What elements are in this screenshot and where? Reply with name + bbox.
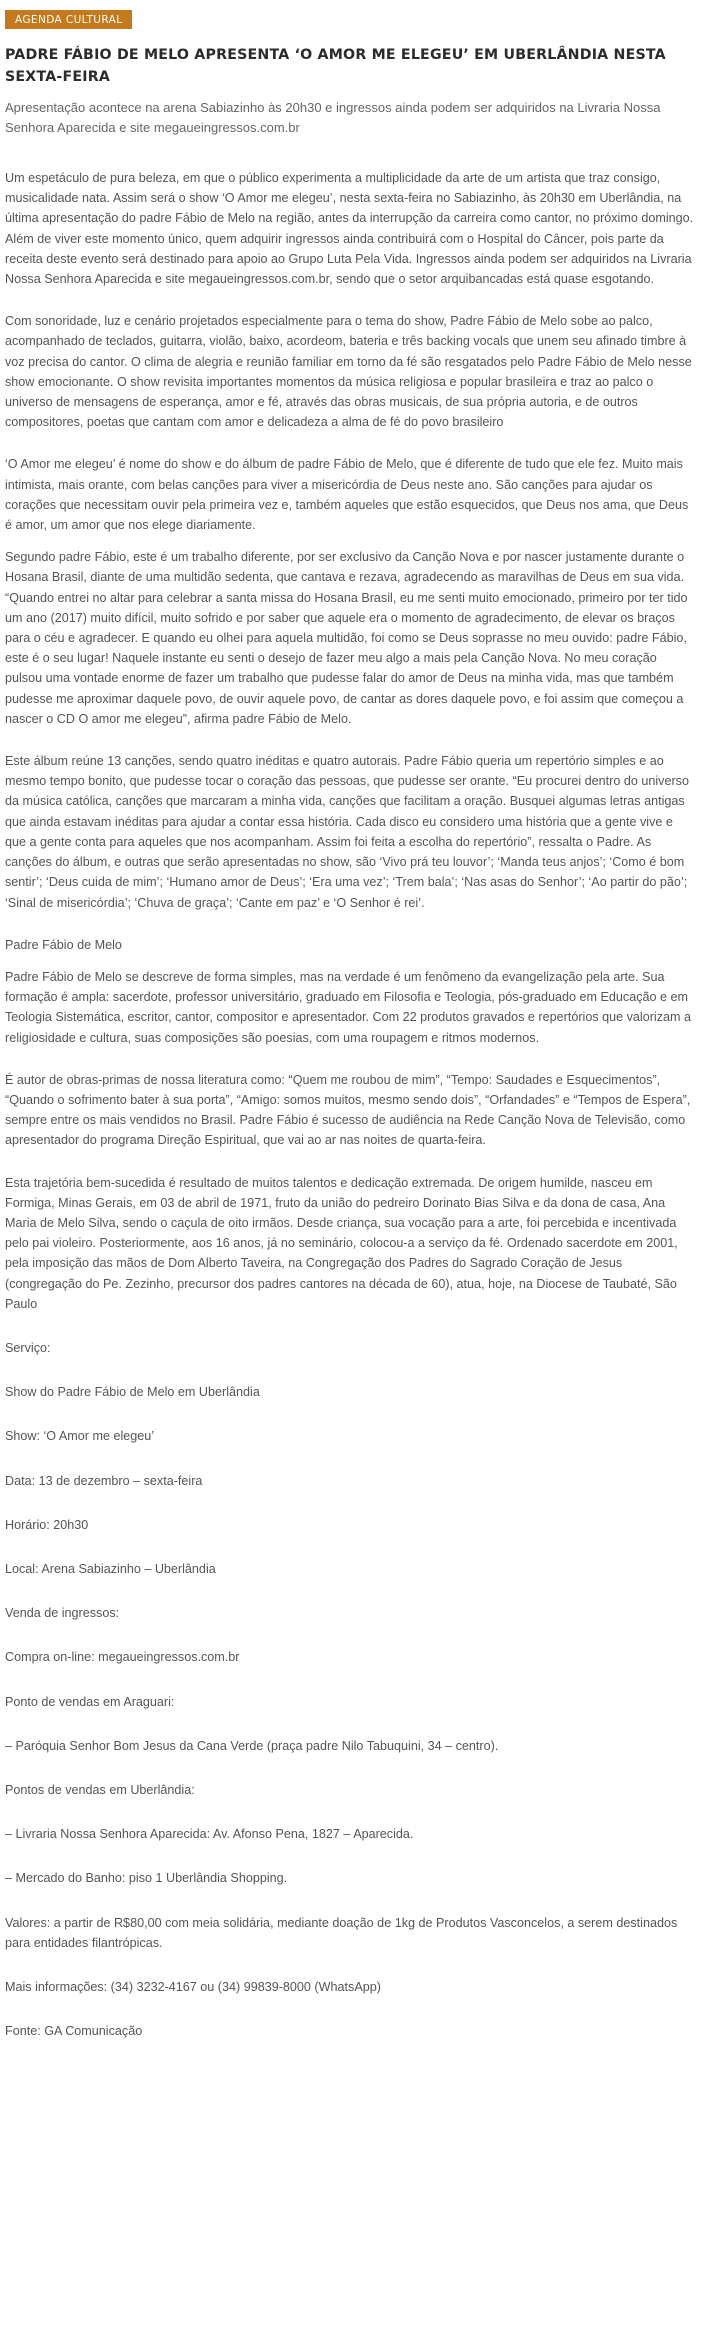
service-show: Show: ‘O Amor me elegeu’: [5, 1429, 155, 1444]
uberlandia-point-2: – Mercado do Banho: piso 1 Uberlândia Shopping.: [5, 1871, 288, 1886]
araguari-heading: Ponto de vendas em Araguari:: [5, 1694, 175, 1709]
paragraph-show-description: Com sonoridade, luz e cenário projetados especialmente para o tema do show, Padre Fábio de Melo sobe ao palco, acompanhado de teclados, guitarra, violão, baixo, acordeom, bateria e três backing vocals que unem seu afinado timbre à voz precisa do cantor. O clima de alegria e reunião familiar em torno da fé são resgatados pelo Padre Fábio de Melo nesse show emocionante. O show revisita importantes momentos da música religiosa e popular brasileira e traz ao palco o universo de mensagens de esperança, amor e fé, através das obras musicais, de sua própria autoria, e de outros compositores, poetas que cantam com amor e delicadeza a alma de fé do povo brasileiro: [5, 314, 692, 430]
category-badge[interactable]: AGENDA CULTURAL: [5, 10, 132, 29]
source-credit: Fonte: GA Comunicação: [5, 2024, 143, 2039]
paragraph-biography: Padre Fábio de Melo se descreve de forma simples, mas na verdade é um fenômeno da evangelização pela arte. Sua formação é ampla: sacerdote, professor universitário, graduado em Filosofia e Teologia, pós-graduado em Educação e em Teologia Sistemática, escritor, cantor, compositor e apresentador. Com 22 produtos gravados e repertórios que valorizam a religiosidade e cultura, suas composições são poesias, com uma roupagem e ritmos modernos.: [5, 969, 692, 1045]
ticket-prices: Valores: a partir de R$80,00 com meia solidária, mediante doação de 1kg de Produtos Vasconcelos, a serem destinados para entidades filantrópicas.: [5, 1915, 678, 1950]
paragraph-intro: Um espetáculo de pura beleza, em que o público experimenta a multiplicidade da arte de um artista que traz consigo, musicalidade nata. Assim será o show ‘O Amor me elegeu’, nesta sexta-feira no Sabiazinho, às 20h30 em Uberlândia, na última apresentação do padre Fábio de Melo na região, antes da interrupção da carreira como cantor, no próximo domingo. Além de viver este momento único, quem adquirir ingressos ainda contribuirá com o Hospital do Câncer, pois parte da receita deste evento será destinado para apoio ao Grupo Luta Pela Vida. Ingressos ainda podem ser adquiridos na Livraria Nossa Senhora Aparecida e site megaueingressos.com.br, sendo que o setor arquibancadas está quase esgotando.: [5, 171, 694, 287]
tickets-online: Compra on-line: megaueingressos.com.br: [5, 1650, 240, 1665]
paragraph-works: É autor de obras-primas de nossa literatura como: “Quem me roubou de mim”, “Tempo: Saudades e Esquecimentos”, “Quando o sofrimento bater à sua porta”, “Amigo: somos muitos, mesmo sendo dois”, “Orfandades” e “Tempos de Espera”, sempre entre os mais vendidos no Brasil. Padre Fábio é sucesso de audiência na Rede Canção Nova de Televisão, como apresentador do programa Direção Espiritual, que vai ao ar nas noites de quarta-feira.: [5, 1072, 691, 1148]
paragraph-repertoire: Este álbum reúne 13 canções, sendo quatro inéditas e quatro autorais. Padre Fábio queria um repertório simples e ao mesmo tempo bonito, que pudesse tocar o coração das pessoas, que pudesse ser orante. “Eu procurei dentro do universo da música católica, canções que marcaram a minha vida, canções que facilitam a oração. Busquei algumas letras antigas que ainda estavam inéditas para ajudar a contar essa história. Cada disco eu considero uma história que a gente vive e que a gente conta para aqueles que nos acompanham. Assim foi feita a escolha do repertório”, ressalta o Padre. As canções do álbum, e outras que serão apresentadas no show, são ‘Vivo prá teu louvor’; ‘Manda teus anjos’; ‘Como é bom sentir’; ‘Deus cuida de mim’; ‘Humano amor de Deus’; ‘Era uma vez’; ‘Trem bala’; ‘Nas asas do Senhor’; ‘Ao partir do pão’; ‘Sinal de misericórdia’; ‘Chuva de graça’; ‘Cante em paz’ e ‘O Senhor é rei’.: [5, 754, 689, 910]
article-body: [5, 168, 695, 2041]
service-location: Local: Arena Sabiazinho – Uberlândia: [5, 1561, 216, 1576]
uberlandia-heading: Pontos de vendas em Uberlândia:: [5, 1782, 195, 1797]
service-show-title: Show do Padre Fábio de Melo em Uberlândia: [5, 1385, 260, 1400]
paragraph-trajectory: Esta trajetória bem-sucedida é resultado de muitos talentos e dedicação extremada. De origem humilde, nasceu em Formiga, Minas Gerais, em 03 de abril de 1971, fruto da união do pedreiro Dorinato Bias Silva e da dona de casa, Ana Maria de Melo Silva, sendo o caçula de oito irmãos. Desde criança, sua vocação para a arte, foi percebida e incentivada pelo pai violeiro. Posteriormente, aos 16 anos, já no seminário, colocou-a a serviço da fé. Ordenado sacerdote em 2001, pela imposição das mãos de Dom Alberto Taveira, na Congregação dos Padres do Sagrado Coração de Jesus (congregação do Pe. Zezinho, precursor dos padres cantores na década de 60), atua, hoje, na Diocese de Taubaté, São Paulo: [5, 1175, 678, 1311]
araguari-point: – Paróquia Senhor Bom Jesus da Cana Verde (praça padre Nilo Tabuquini, 34 – centro).: [5, 1738, 499, 1753]
paragraph-padre-quote: Segundo padre Fábio, este é um trabalho diferente, por ser exclusivo da Canção Nova e por nascer justamente durante o Hosana Brasil, diante de uma multidão sedenta, que cantava e rezava, agradecendo as maravilhas de Deus em sua vida. “Quando entrei no altar para celebrar a santa missa do Hosana Brasil, eu me senti muito emocionado, primeiro por ter tido um ano (2017) muito difícil, muito sofrido e por saber que aquele era o momento de agradecimento, de elevar os braços para o céu e agradecer. E quando eu olhei para aquela multidão, foi como se Deus soprasse no meu ouvido: padre Fábio, este é o seu lugar! Naquele instante eu senti o desejo de fazer meu algo a mais pela Canção Nova. No meu coração pulsou uma vontade enorme de fazer um trabalho que pudesse falar do amor de Deus na minha vida, mas que também pudesse me aproximar daquele povo, de ouvir aquele povo, de cantar as dores daquele povo, e foi assim que começou a nascer o CD O amor me elegeu”, afirma padre Fábio de Melo.: [5, 550, 688, 726]
section-heading: Padre Fábio de Melo: [5, 937, 122, 952]
service-date: Data: 13 de dezembro – sexta-feira: [5, 1473, 203, 1488]
service-time: Horário: 20h30: [5, 1517, 89, 1532]
article-subtitle: Apresentação acontece na arena Sabiazinho às 20h30 e ingressos ainda podem ser adquiridos na Livraria Nossa Senhora Aparecida e site megaueingressos.com.br: [5, 100, 661, 135]
article-headline: PADRE FÁBIO DE MELO APRESENTA ‘O AMOR ME ELEGEU’ EM UBERLÂNDIA NESTA SEXTA-FEIRA: [5, 47, 666, 85]
service-heading: Serviço:: [5, 1340, 51, 1355]
paragraph-album: ‘O Amor me elegeu’ é nome do show e do álbum de padre Fábio de Melo, que é diferente de tudo que ele fez. Muito mais intimista, mais orante, com belas canções para viver a misericórdia de Deus neste ano. São canções para ajudar os corações que necessitam ouvir pela primeira vez e, também aqueles que estão esquecidos, que Deus nos ama, que Deus é amor, um amor que nos elege diariamente.: [5, 457, 689, 533]
contact-info: Mais informações: (34) 3232-4167 ou (34) 99839-8000 (WhatsApp): [5, 1980, 381, 1994]
uberlandia-point-1: – Livraria Nossa Senhora Aparecida: Av. Afonso Pena, 1827 – Aparecida.: [5, 1827, 414, 1842]
tickets-heading: Venda de ingressos:: [5, 1606, 120, 1621]
